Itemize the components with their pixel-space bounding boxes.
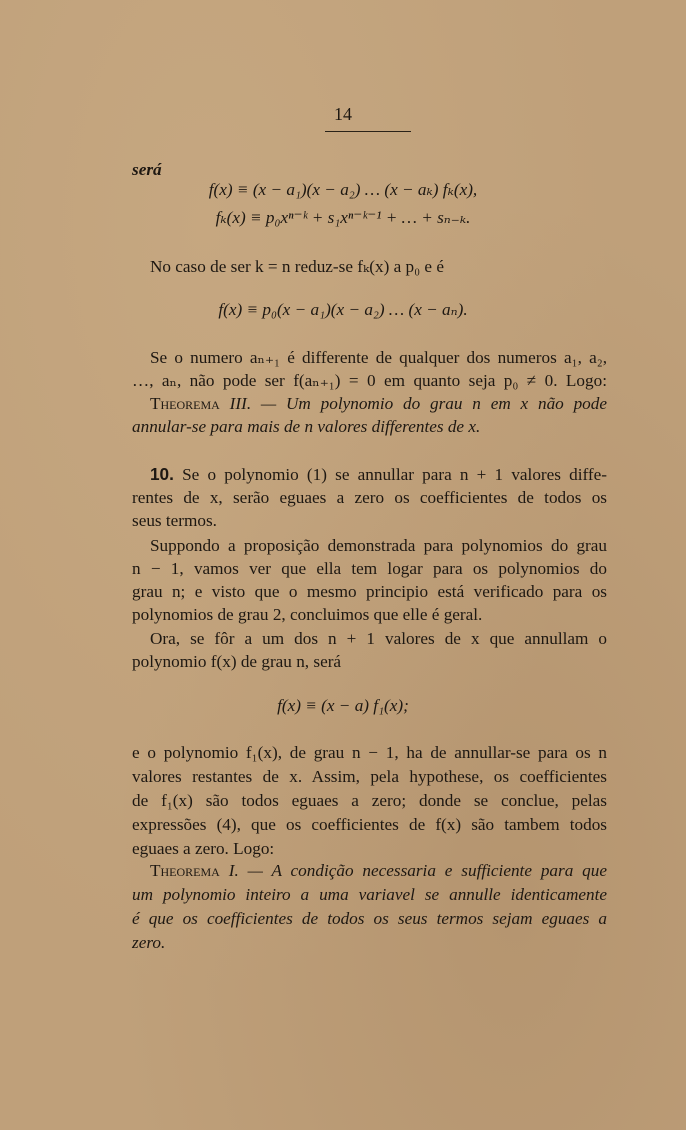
text-line: …, aₙ, não pode ser f(aₙ₊₁) = 0 em quanto seja p₀ ≠ 0. Logo: bbox=[132, 371, 607, 390]
text-line: seus termos. bbox=[132, 511, 217, 530]
equation: f(x) ≡ (x − a) f₁(x); bbox=[277, 696, 409, 715]
text-line: eguaes a zero. Logo: bbox=[132, 839, 275, 858]
text-line: é que os coefficientes de todos os seus termos sejam eguaes a bbox=[132, 909, 607, 928]
header-rule bbox=[325, 131, 411, 132]
text-line: Se o numero aₙ₊₁ é differente de qualquer dos numeros a₁, a₂, bbox=[150, 348, 607, 367]
text-line: Suppondo a proposição demonstrada para polynomios do grau bbox=[150, 536, 607, 555]
section-heading bbox=[150, 463, 607, 486]
text-line: n − 1, vamos ver que ella tem logar para os polynomios do bbox=[132, 559, 607, 578]
text-line: um polynomio inteiro a uma variavel se annulle identicamente bbox=[132, 885, 607, 904]
equation: f(x) ≡ p₀(x − a₁)(x − a₂) … (x − aₙ). bbox=[218, 300, 468, 319]
text-line: valores restantes de x. Assim, pela hypothese, os coefficientes bbox=[132, 767, 607, 786]
theorem-label: Theorema bbox=[150, 394, 220, 413]
theorem-label: Theorema bbox=[150, 861, 220, 880]
page-number: 14 bbox=[334, 104, 352, 124]
text-line: de f₁(x) são todos eguaes a zero; donde se conclue, pelas bbox=[132, 791, 607, 810]
equation: f(x) ≡ (x − a₁)(x − a₂) … (x − aₖ) fₖ(x), bbox=[208, 180, 478, 199]
text-line: será bbox=[132, 160, 162, 179]
theorem-text: III. — Um polynomio do grau n em x não pode bbox=[219, 394, 607, 413]
text-line: polynomio f(x) de grau n, será bbox=[132, 652, 342, 671]
text-line: zero. bbox=[132, 933, 166, 952]
text-line: annular-se para mais de n valores differentes de x. bbox=[132, 417, 481, 436]
theorem-heading bbox=[150, 392, 607, 415]
text-line: Ora, se fôr a um dos n + 1 valores de x que annullam o bbox=[150, 629, 607, 648]
theorem-heading bbox=[150, 859, 607, 882]
text-line: No caso de ser k = n reduz-se fₖ(x) a p₀ e é bbox=[150, 257, 444, 276]
text-line: expressões (4), que os coefficientes de f(x) são tambem todos bbox=[132, 815, 607, 834]
text-line: rentes de x, serão eguaes a zero os coefficientes de todos os bbox=[132, 488, 607, 507]
text-line: e o polynomio f₁(x), de grau n − 1, ha de annullar-se para os n bbox=[132, 743, 607, 762]
equation: fₖ(x) ≡ p₀xⁿ⁻ᵏ + s₁xⁿ⁻ᵏ⁻¹ + … + sₙ₋ₖ. bbox=[215, 208, 471, 227]
theorem-text: I. — A condição necessaria e sufficiente para que bbox=[219, 861, 607, 880]
text-line: grau n; e visto que o mesmo principio está verificado para os bbox=[132, 582, 607, 601]
section-text: Se o polynomio (1) se annullar para n + 1 valores diffe- bbox=[173, 465, 607, 484]
text-line: polynomios de grau 2, concluimos que elle é geral. bbox=[132, 605, 483, 624]
section-number: 10. bbox=[150, 464, 174, 484]
